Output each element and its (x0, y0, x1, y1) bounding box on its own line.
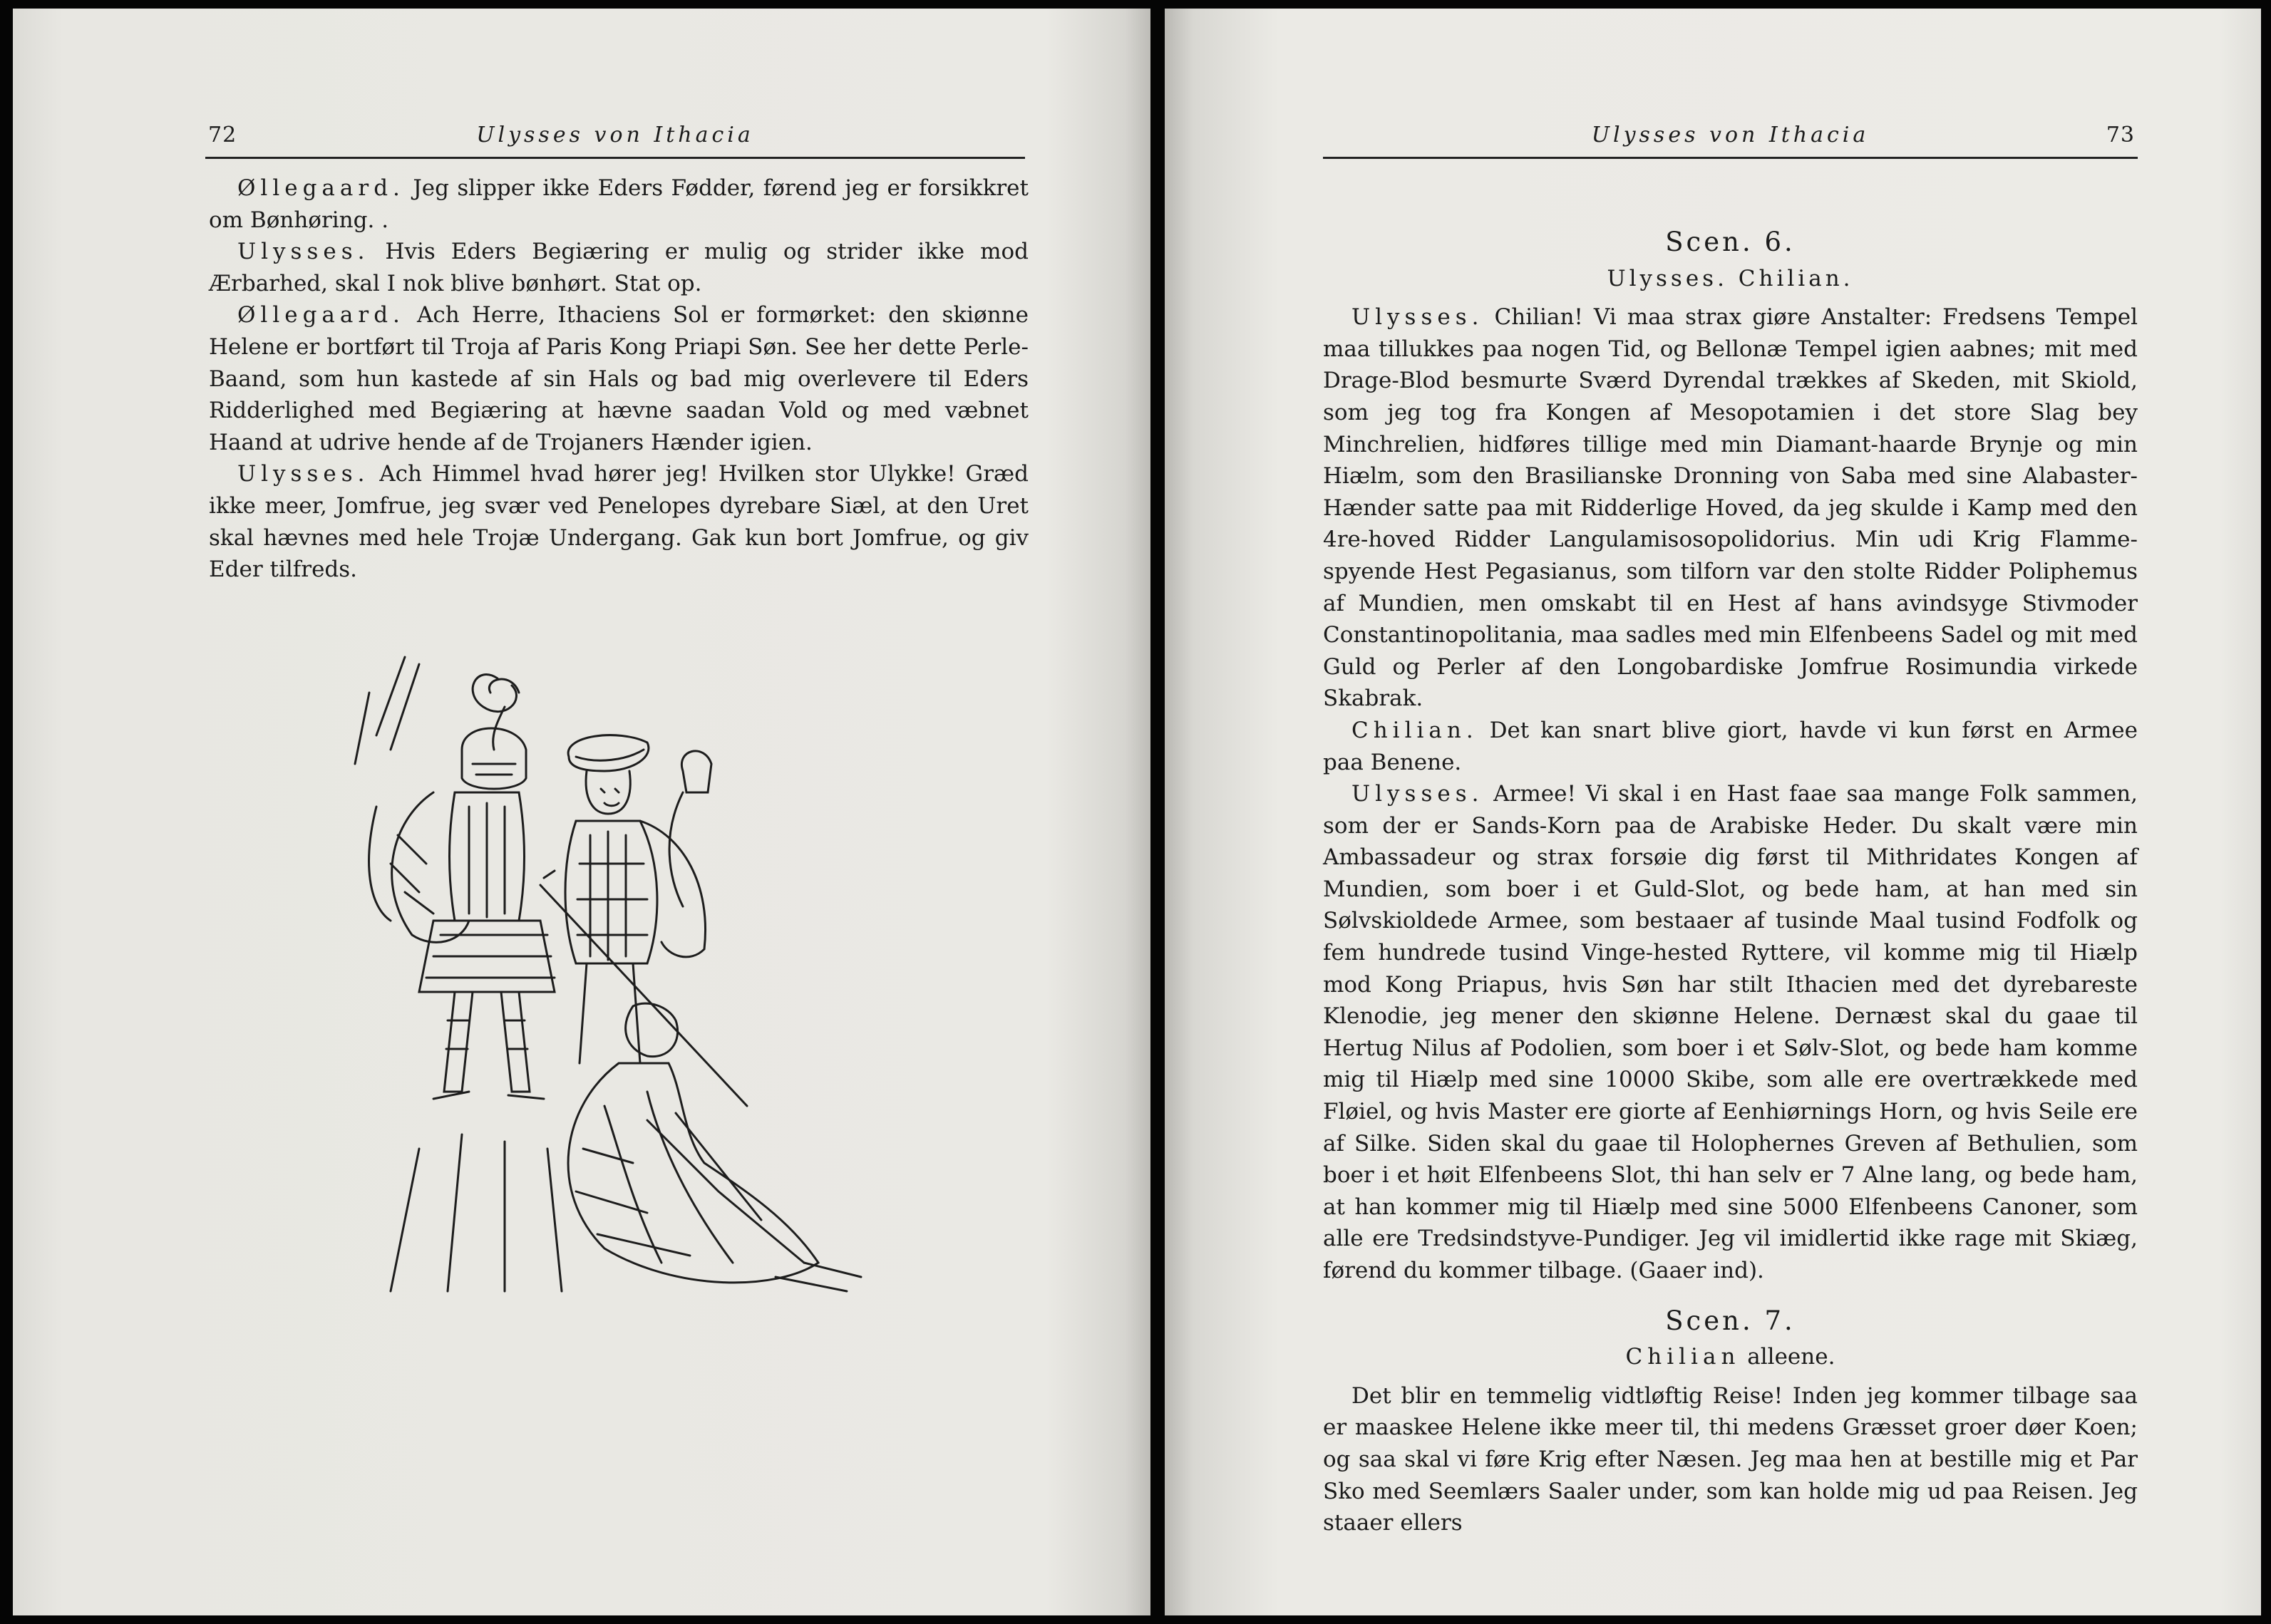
scene-7-person: Chilian (1625, 1344, 1741, 1370)
ink-illustration (348, 650, 890, 1305)
paragraph (209, 458, 1029, 585)
paragraph (209, 236, 1029, 299)
speech: Chilian! Vi maa strax giøre Anstalter: Fredsens Tempel maa tillukkes paa nogen Tid, og Bellonæ Tempel igien aabnes; mit med Drage-Blod besmurte Sværd Dyrendal trækkes af Skeden, mit Skiold, som jeg tog fra Kongen af Mesopotamien i det store Slag bey Minchrelien, hidføres tillige med min Diamant-haarde Brynje og min Hiælm, som den Brasilianske Dronning von Saba med sine Alabaster-Hænder satte paa mit Ridderlige Hoved, da jeg skulde i Kamp med den 4re-hoved Ridder Langulamisosopolidorius. Min udi Krig Flamme-spyende Hest Pegasianus, som tilforn var den stolte Ridder Poliphemus af Mundien, men omskabt til en Hest af hans avindsyge Stivmoder Constantinopolitania, maa sadles med min Elfenbeens Sadel og mit med Guld og Perler af den Longobardiske Jomfrue Rosimundia virkede Skabrak. (1323, 304, 2138, 712)
speaker: Ulysses. (1351, 304, 1484, 331)
running-title-right: Ulysses von Ithacia (1591, 123, 1870, 148)
speaker: Ulysses. (1351, 781, 1484, 807)
speaker: Chilian. (1351, 717, 1478, 743)
paragraph (1323, 1380, 2138, 1539)
left-page (13, 9, 1150, 1615)
page-number-right: 73 (2106, 123, 2135, 148)
speech: Ach Herre, Ithaciens Sol er formørket: den skiønne Helene er bortført til Troja af Paris Kong Priapi Søn. See her dette Perle-Baand, som hun kastede af sin Hals og bad mig overlevere til Eders Ridderlighed med Begiæring at hævne saadan Vold og med væbnet Haand at udrive hende af de Trojaners Hænder igien. (209, 302, 1029, 455)
header-rule-right (1323, 157, 2138, 159)
left-body-text (209, 172, 1029, 586)
running-title-left: Ulysses von Ithacia (476, 123, 754, 148)
speaker: Øllegaard. (237, 175, 405, 201)
speech: Hvis Eders Begiæring er mulig og strider ikke mod Ærbarhed, skal I nok blive bønhørt. Stat op. (209, 239, 1029, 296)
speaker: Ulysses. (237, 239, 370, 265)
speech: Armee! Vi skal i en Hast faae saa mange Folk sammen, som der er Sands-Korn paa de Arabiske Heder. Du skalt være min Ambassadeur og strax forsøie dig først til Mithridates Kongen af Mundien, som boer i et Guld-Slot, og bede ham, at han med sin Sølvskioldede Armee, som bestaaer af tusinde Maal tusind Fodfolk og fem hundrede tusind Vinge-hested Ryttere, vil komme mig til Hiælp mod Kong Priapus, hvis Søn har stilt Ithacien med det dyrebareste Klenodie, jeg mener den skiønne Helene. Dernæst skal du gaae til Hertug Nilus af Podolien, som boer i et Sølv-Slot, og bede ham komme mig til Hiælp med sine 10000 Skibe, som alle ere overtrækkede med Fløiel, og hvis Master ere giorte af Eenhiørnings Horn, og hvis Seile ere af Silke. Siden skal du gaae til Holophernes Greven af Bethulien, som boer i et høit Elfenbeens Slot, thi han selv er 7 Alne lang, og bede ham, at han kommer mig til Hiælp med sine 5000 Elfenbeens Canoner, som alle ere Tredsindstyve-Pundiger. Jeg vil imidlertid ikke rage mit Skiæg, førend du kommer tilbage. (Gaaer ind). (1323, 781, 2138, 1283)
paragraph (209, 299, 1029, 458)
speech: Jeg slipper ikke Eders Fødder, førend jeg er forsikkret om Bønhøring. . (209, 175, 1029, 233)
page-number-left: 72 (208, 123, 237, 148)
speech: Ach Himmel hvad hører jeg! Hvilken stor Ulykke! Græd ikke meer, Jomfrue, jeg svær ved Penelopes dyrebare Siæl, at den Uret skal hævnes med hele Trojæ Undergang. Gak kun bort Jomfrue, og giv Eder tilfreds. (209, 461, 1029, 583)
paragraph (1323, 715, 2138, 778)
running-head-right (1323, 123, 2138, 160)
speech: Det blir en temmelig vidtløftig Reise! Inden jeg kommer tilbage saa er maaskee Helene ikke meer til, thi medens Græsset groer døer Koen; og saa skal vi føre Krig efter Næsen. Jeg maa hen at bestille mig et Par Sko med Seemlærs Saaler under, som kan holde mig ud paa Reisen. Jeg staaer ellers (1323, 1382, 2138, 1536)
scene-6-persons: Ulysses. Chilian. (1607, 265, 1854, 291)
paragraph (1323, 778, 2138, 1287)
paragraph (209, 172, 1029, 236)
header-rule-left (205, 157, 1025, 159)
speech: Det kan snart blive giort, havde vi kun først en Armee paa Benene. (1323, 717, 2138, 775)
speaker: Øllegaard. (237, 302, 405, 329)
right-page (1165, 9, 2261, 1615)
paragraph (1323, 301, 2138, 715)
scene-7-persons (1323, 1341, 2138, 1373)
right-body-text (1323, 218, 2138, 1539)
speaker: Ulysses. (237, 461, 370, 487)
running-head-left (205, 123, 1025, 160)
scene-7-person-note: alleene. (1740, 1344, 1835, 1370)
scene-6-heading: Scen. 6. (1665, 227, 1796, 257)
scene-7-heading: Scen. 7. (1665, 1305, 1796, 1336)
